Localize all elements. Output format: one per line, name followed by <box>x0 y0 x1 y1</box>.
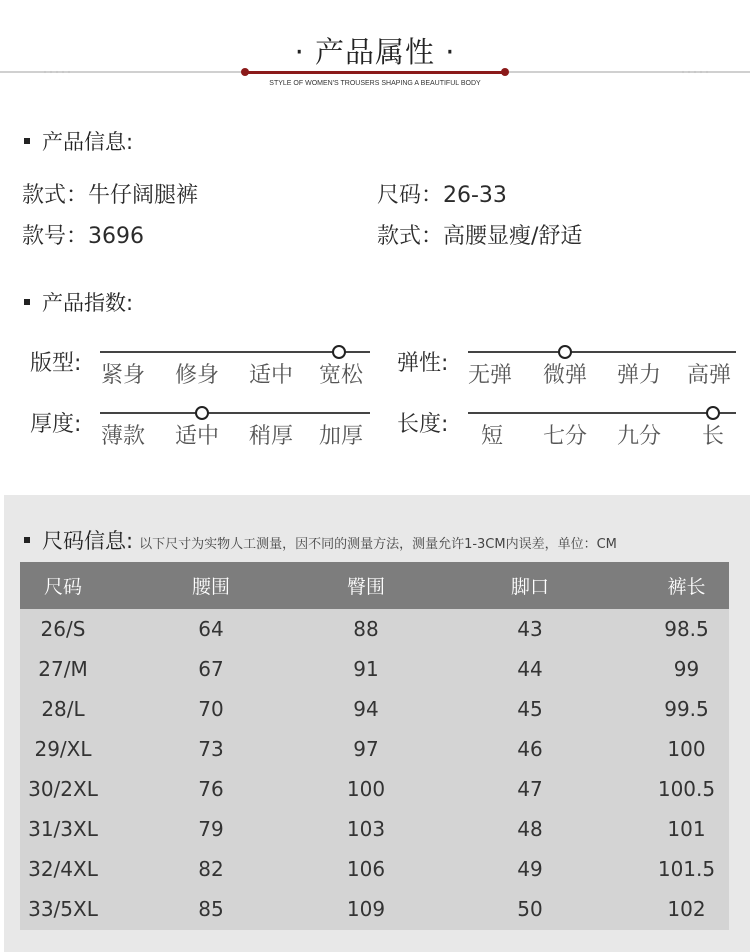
index-scale-option: 微弹 <box>542 363 587 388</box>
table-cell: 32/4XL <box>28 857 98 881</box>
index-scale-option: 加厚 <box>318 424 363 449</box>
index-scale-marker <box>195 406 209 420</box>
column-header: 脚口 <box>510 576 549 598</box>
size-info-note: 以下尺寸为实物人工测量，因不同的测量方法，测量允许1-3CM内误差，单位：CM <box>139 537 617 552</box>
index-scale-option: 七分 <box>542 424 587 449</box>
table-cell: 46 <box>517 737 543 761</box>
table-cell: 94 <box>353 697 379 721</box>
table-cell: 50 <box>517 897 543 921</box>
column-header: 腰围 <box>191 576 230 598</box>
table-cell: 91 <box>353 657 379 681</box>
table-cell: 76 <box>198 777 224 801</box>
index-scale-option: 薄款 <box>100 424 145 449</box>
table-cell: 48 <box>517 817 543 841</box>
bullet-square-icon <box>24 299 30 305</box>
index-scale-track <box>468 351 736 353</box>
index-scale-option: 稍厚 <box>248 424 293 449</box>
index-scale-track <box>100 412 370 414</box>
index-scale-marker <box>558 345 572 359</box>
index-scale-marker <box>332 345 346 359</box>
table-cell: 27/M <box>38 657 88 681</box>
table-cell: 31/3XL <box>28 817 98 841</box>
page-title: · 产品属性 · <box>294 35 456 69</box>
table-row <box>20 609 729 649</box>
index-scale-option: 宽松 <box>318 363 363 388</box>
table-row <box>20 809 729 849</box>
table-cell: 106 <box>346 857 386 881</box>
table-cell: 100 <box>667 737 706 761</box>
product-info-heading-text: 产品信息: <box>42 130 134 154</box>
size-info-heading <box>24 525 617 555</box>
bullet-square-icon <box>24 138 30 144</box>
table-row <box>20 729 729 769</box>
table-cell: 28/L <box>41 697 85 721</box>
table-cell: 26/S <box>40 617 86 641</box>
table-cell: 98.5 <box>664 617 709 641</box>
table-cell: 100.5 <box>657 777 716 801</box>
table-cell: 99.5 <box>664 697 709 721</box>
index-scale-option: 适中 <box>174 424 219 449</box>
bullet-square-icon <box>24 537 30 543</box>
index-scale-option: 弹力 <box>616 363 661 388</box>
page-subtitle: STYLE OF WOMEN'S TROUSERS SHAPING A BEAUTIFUL BODY <box>269 80 481 87</box>
index-scale-label: 版型: <box>30 351 82 376</box>
index-scale-label: 长度: <box>397 412 449 437</box>
table-cell: 49 <box>517 857 543 881</box>
size-table <box>20 562 729 930</box>
index-scale-option: 修身 <box>174 363 219 388</box>
size-table-body <box>20 609 729 930</box>
size-table-header <box>20 562 729 609</box>
column-header: 裤长 <box>667 576 706 598</box>
table-cell: 47 <box>517 777 543 801</box>
table-cell: 103 <box>346 817 386 841</box>
product-index-heading-text: 产品指数: <box>42 291 134 315</box>
table-cell: 100 <box>346 777 386 801</box>
product-index-heading <box>24 287 133 317</box>
table-cell: 45 <box>517 697 543 721</box>
table-cell: 88 <box>353 617 379 641</box>
table-row <box>20 689 729 729</box>
table-cell: 70 <box>198 697 224 721</box>
table-cell: 29/XL <box>34 737 92 761</box>
index-scale-option: 九分 <box>616 424 661 449</box>
index-scale-option: 高弹 <box>686 363 731 388</box>
index-scale-label: 弹性: <box>397 351 449 376</box>
index-scale-track <box>100 351 370 353</box>
table-cell: 73 <box>198 737 224 761</box>
table-row <box>20 889 729 929</box>
table-row <box>20 649 729 689</box>
index-scale-option: 长 <box>701 424 724 449</box>
table-row <box>20 769 729 809</box>
table-cell: 79 <box>198 817 224 841</box>
table-row <box>20 849 729 889</box>
table-cell: 82 <box>198 857 224 881</box>
header-rule-left <box>0 71 245 73</box>
index-scale-marker <box>706 406 720 420</box>
index-scale-option: 无弹 <box>467 363 512 388</box>
table-cell: 33/5XL <box>28 897 98 921</box>
info-size-range: 尺码：26-33 <box>377 183 507 208</box>
column-header: 尺码 <box>43 576 82 598</box>
table-cell: 109 <box>346 897 386 921</box>
table-cell: 101.5 <box>657 857 716 881</box>
table-cell: 64 <box>198 617 224 641</box>
info-fit: 款式：高腰显瘦/舒适 <box>377 224 583 249</box>
info-style: 款式：牛仔阔腿裤 <box>22 183 199 208</box>
table-cell: 85 <box>198 897 224 921</box>
info-item-number: 款号：3696 <box>22 224 144 249</box>
index-scale-label: 厚度: <box>30 412 82 437</box>
table-cell: 99 <box>673 657 700 681</box>
index-scale-option: 紧身 <box>100 363 145 388</box>
header-rule-right <box>505 71 750 73</box>
table-cell: 44 <box>517 657 543 681</box>
index-scale-option: 适中 <box>248 363 293 388</box>
product-info-heading <box>24 126 133 156</box>
table-cell: 43 <box>517 617 543 641</box>
column-header: 臀围 <box>346 576 385 598</box>
index-scale-option: 短 <box>480 424 503 449</box>
table-cell: 102 <box>667 897 706 921</box>
table-cell: 67 <box>198 657 224 681</box>
index-scale-track <box>468 412 736 414</box>
header-accent-bar <box>245 71 505 74</box>
size-info-heading-text: 尺码信息: <box>42 529 134 553</box>
table-cell: 101 <box>667 817 706 841</box>
table-cell: 97 <box>353 737 379 761</box>
table-cell: 30/2XL <box>28 777 98 801</box>
